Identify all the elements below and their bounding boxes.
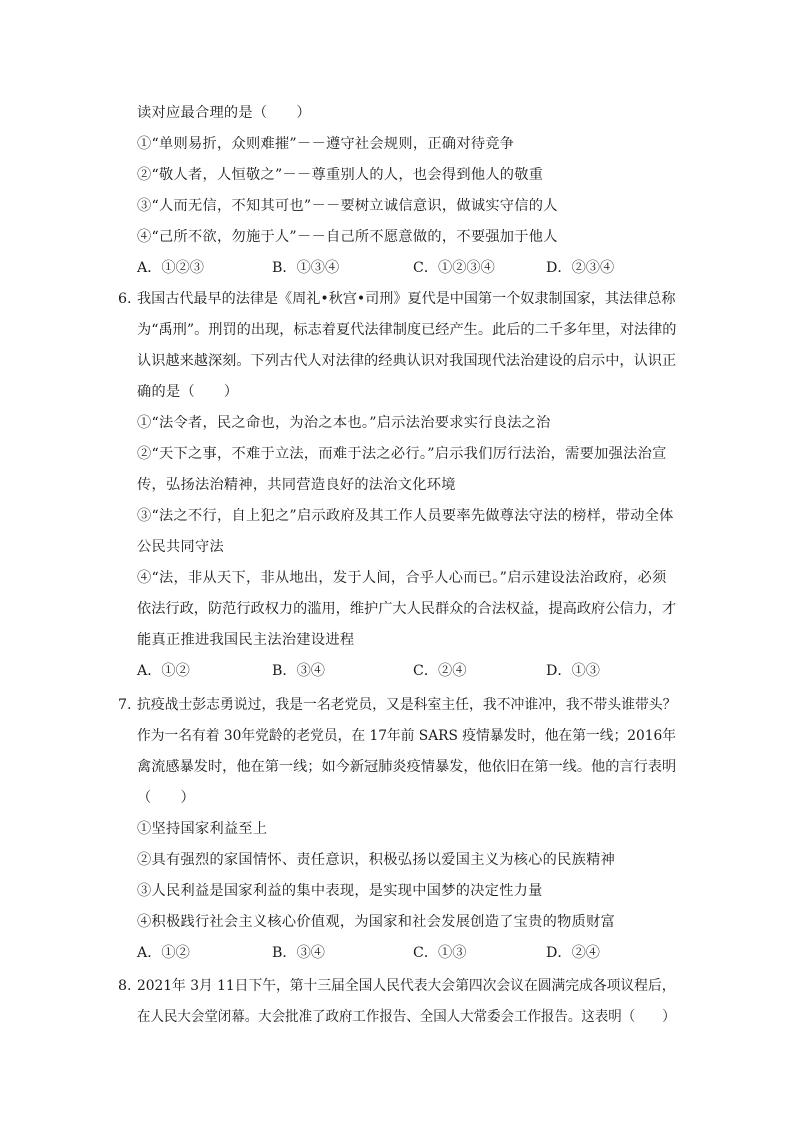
q6-item-4c: 能真正推进我国民主法治建设进程 [137,632,355,648]
q6-stem-line-3: 认识越来越深刻。下列古代人对法律的经典认识对我国现代法治建设的启示中，认识正 [137,353,677,369]
q5-option-a: A．①②③ [137,260,204,276]
q5-option-c: C．①②③④ [413,260,495,276]
q6-option-a: A．①② [137,663,190,679]
q6-number: 6. [118,291,132,307]
q6-option-c: C．②④ [413,663,467,679]
q7-item-1: ①坚持国家利益至上 [137,821,268,837]
q6-option-d: D．①③ [546,663,600,679]
q6-item-1: ①“法令者，民之命也，为治之本也。”启示法治要求实行良法之治 [137,415,551,431]
q5-option-b: B．①③④ [272,260,340,276]
q8-number: 8. [118,978,132,994]
q6-item-2a: ②“天下之事，不难于立法，而难于法之必行。”启示我们厉行法治，需要加强法治宣 [137,446,667,462]
q5-stem-tail: 读对应最合理的是（ ） [137,105,311,121]
q6-item-4a: ④“法，非从天下，非从地出，发于人间，合乎人心而已。”启示建设法治政府，必须 [137,570,667,586]
q7-number: 7. [118,697,132,713]
q6-stem-line-1: 我国古代最早的法律是《周礼•秋宫•司刑》夏代是中国第一个奴隶制国家，其法律总称 [137,291,676,307]
q5-item-3: ③“人而无信，不知其可也”－－要树立诚信意识，做诚实守信的人 [137,198,558,214]
q7-stem-line-2: 作为一名有着 30年党龄的老党员，在 17年前 SARS 疫情暴发时，他在第一线；2016年 [137,728,677,744]
q5-item-4: ④“己所不欲，勿施于人”－－自己所不愿意做的，不要强加于他人 [137,229,558,245]
q7-stem-line-4: （ ） [137,790,195,806]
q7-option-a: A．①② [137,945,190,961]
q7-item-2: ②具有强烈的家国情怀、责任意识，积极弘扬以爱国主义为核心的民族精神 [137,852,616,868]
q8-stem-line-1: 2021年 3月 11日下午，第十三届全国人民代表大会第四次会议在圆满完成各项议程后， [137,978,676,994]
q5-item-2: ②“敬人者，人恒敬之”－－尊重别人的人，也会得到他人的敬重 [137,167,544,183]
q6-item-2b: 传，弘扬法治精神，共同营造良好的法治文化环境 [137,477,456,493]
q5-item-1: ①“单则易折，众则难摧”－－遵守社会规则，正确对待竞争 [137,136,515,152]
q6-stem-line-4: 确的是（ ） [137,384,239,400]
q6-item-4b: 依法行政，防范行政权力的滥用，维护广大人民群众的合法权益，提高政府公信力，才 [137,601,677,617]
q6-option-b: B．③④ [272,663,325,679]
q6-item-3a: ③“法之不行，自上犯之”启示政府及其工作人员要率先做尊法守法的榜样，带动全体 [137,508,674,524]
q6-item-3b: 公民共同守法 [137,539,224,555]
q6-stem-line-2: 为“禹刑”。刑罚的出现，标志着夏代法律制度已经产生。此后的二千多年里，对法律的 [137,322,677,338]
q7-stem-line-1: 抗疫战士彭志勇说过，我是一名老党员，又是科室主任，我不冲谁冲，我不带头谁带头？ [137,697,677,713]
q8-stem-line-2: 在人民大会堂闭幕。大会批准了政府工作报告、全国人大常委会工作报告。这表明（ ） [137,1009,676,1025]
q7-stem-line-3: 禽流感暴发时，他在第一线；如今新冠肺炎疫情暴发，他依旧在第一线。他的言行表明 [137,759,677,775]
q7-item-4: ④积极践行社会主义核心价值观，为国家和社会发展创造了宝贵的物质财富 [137,914,616,930]
q7-option-c: C．①③ [413,945,467,961]
q7-option-b: B．③④ [272,945,325,961]
q5-option-d: D．②③④ [546,260,615,276]
q7-item-3: ③人民利益是国家利益的集中表现，是实现中国梦的决定性力量 [137,883,543,899]
q7-option-d: D．②④ [546,945,600,961]
